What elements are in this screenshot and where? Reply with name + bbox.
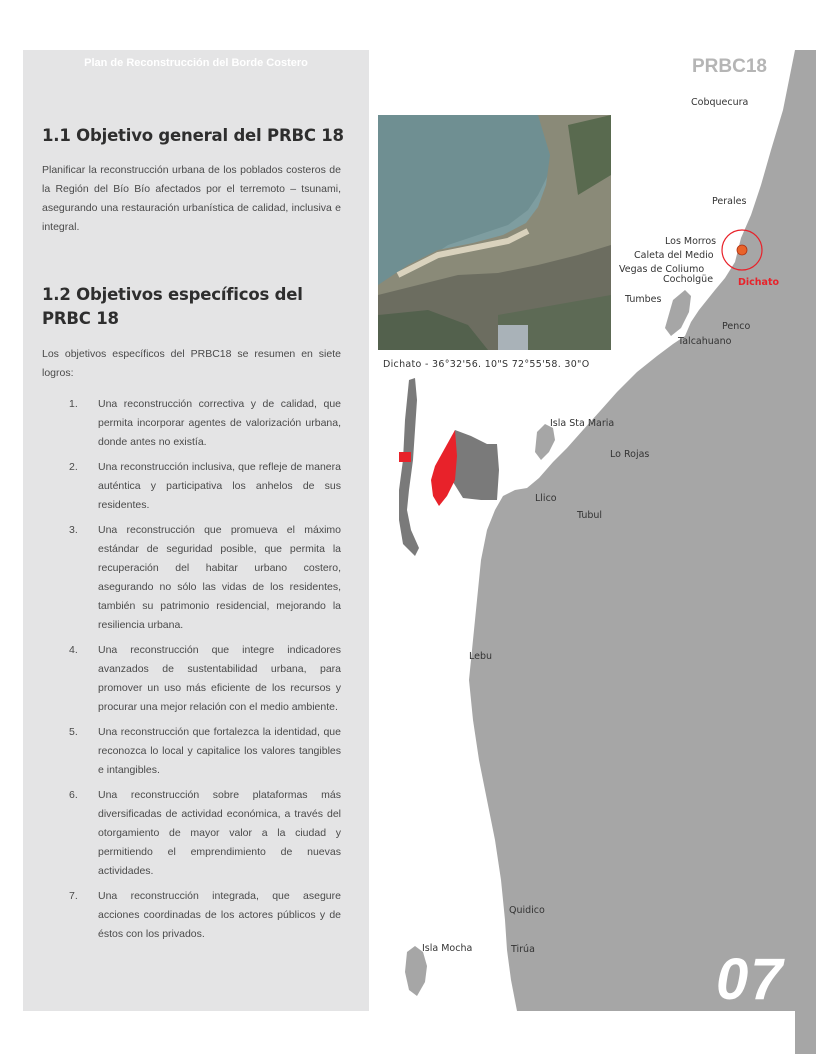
list-item <box>69 887 341 944</box>
isla-santa-maria <box>535 424 555 460</box>
dichato-aerial-photo <box>378 115 611 350</box>
dichato-marker-dot <box>737 245 747 255</box>
place-quidico: Quidico <box>509 905 545 916</box>
place-isla-mocha: Isla Mocha <box>422 943 473 954</box>
place-cocholgue: Cocholgüe <box>663 274 714 285</box>
place-penco: Penco <box>722 321 751 332</box>
list-item <box>69 458 341 515</box>
text-panel <box>23 50 369 1011</box>
list-item-text: Una reconstrucción que fortalezca la identidad, que reconozca lo local y capitalice los valores tangibles e intangibles. <box>98 726 341 776</box>
place-cobquecura: Cobquecura <box>691 97 749 108</box>
list-item-number: 5. <box>69 726 78 738</box>
region-inset-gray <box>451 430 499 500</box>
list-item-number: 3. <box>69 524 78 536</box>
place-tirua: Tirúa <box>511 944 535 955</box>
list-item-number: 1. <box>69 398 78 410</box>
section-2-intro: Los objetivos específicos del PRBC18 se resumen en siete logros: <box>42 348 341 379</box>
list-item-number: 7. <box>69 890 78 902</box>
objectives-list <box>69 395 341 950</box>
list-item-number: 2. <box>69 461 78 473</box>
section-1-text: Planificar la reconstrucción urbana de los poblados costeros de la Región del Bío Bío afectados por el terremoto – tsunami, asegurando una restauración urbanística de calidad, inclusiva e integral. <box>42 164 341 233</box>
list-item <box>69 786 341 881</box>
photo-caption: Dichato - 36°32'56. 10"S 72°55'58. 30"O <box>383 359 590 370</box>
list-item-text: Una reconstrucción sobre plataformas más diversificadas de actividad económica, a través del otorgamiento de mayor valor a la ciudad y permitiendo el emprendimiento de nuevas actividades. <box>98 789 341 877</box>
list-item-text: Una reconstrucción integrada, que asegure acciones coordinadas de los actores públicos y de éstos con los privados. <box>98 890 341 940</box>
list-item-text: Una reconstrucción que promueva el máximo estándar de seguridad posible, que permita la recuperación del habitar urbano costero, asegurando no sólo las vidas de los residentes, también su patrimonio residencial, mejorando la resiliencia urbana. <box>98 524 341 631</box>
page-number: 07 <box>716 947 785 1012</box>
list-item-text: Una reconstrucción inclusiva, que refleje de manera auténtica y participativa los anhelos de sus residentes. <box>98 461 341 511</box>
tumbes-peninsula <box>665 290 691 336</box>
place-perales: Perales <box>712 196 747 207</box>
place-lo-rojas: Lo Rojas <box>610 449 650 460</box>
place-dichato: Dichato <box>738 277 780 288</box>
chile-inset-map <box>399 378 419 556</box>
list-item-number: 4. <box>69 644 78 656</box>
section-1-title: 1.1 Objetivo general del PRBC 18 <box>42 126 344 145</box>
list-item-text: Una reconstrucción que integre indicadores avanzados de sustentabilidad urbana, para promover un uso más eficiente de los recursos y procurar una mejor relación con el medio ambiente. <box>98 644 341 713</box>
place-tubul: Tubul <box>577 510 603 521</box>
prbc-badge: PRBC18 <box>692 56 767 77</box>
place-talcahuano: Talcahuano <box>678 336 732 347</box>
place-tumbes: Tumbes <box>625 294 662 305</box>
place-isla-sta-maria: Isla Sta Maria <box>550 418 615 429</box>
coastal-map <box>369 0 816 1054</box>
region-inset-red <box>431 430 457 506</box>
list-item <box>69 395 341 452</box>
document-header: Plan de Reconstrucción del Borde Costero <box>84 57 308 69</box>
section-2-title: 1.2 Objetivos específicos del PRBC 18 <box>42 285 303 328</box>
place-vegas-de-coliumo: Vegas de Coliumo <box>619 264 705 275</box>
list-item <box>69 641 341 717</box>
list-item-text: Una reconstrucción correctiva y de calidad, que permita incorporar agentes de valorización urbana, donde antes no existía. <box>98 398 341 448</box>
place-los-morros: Los Morros <box>665 236 717 247</box>
place-llico: Llico <box>535 493 557 504</box>
place-lebu: Lebu <box>469 651 493 662</box>
place-caleta-del-medio: Caleta del Medio <box>634 250 714 261</box>
list-item-number: 6. <box>69 789 78 801</box>
list-item <box>69 521 341 635</box>
list-item <box>69 723 341 780</box>
chile-inset-highlight <box>399 452 411 462</box>
